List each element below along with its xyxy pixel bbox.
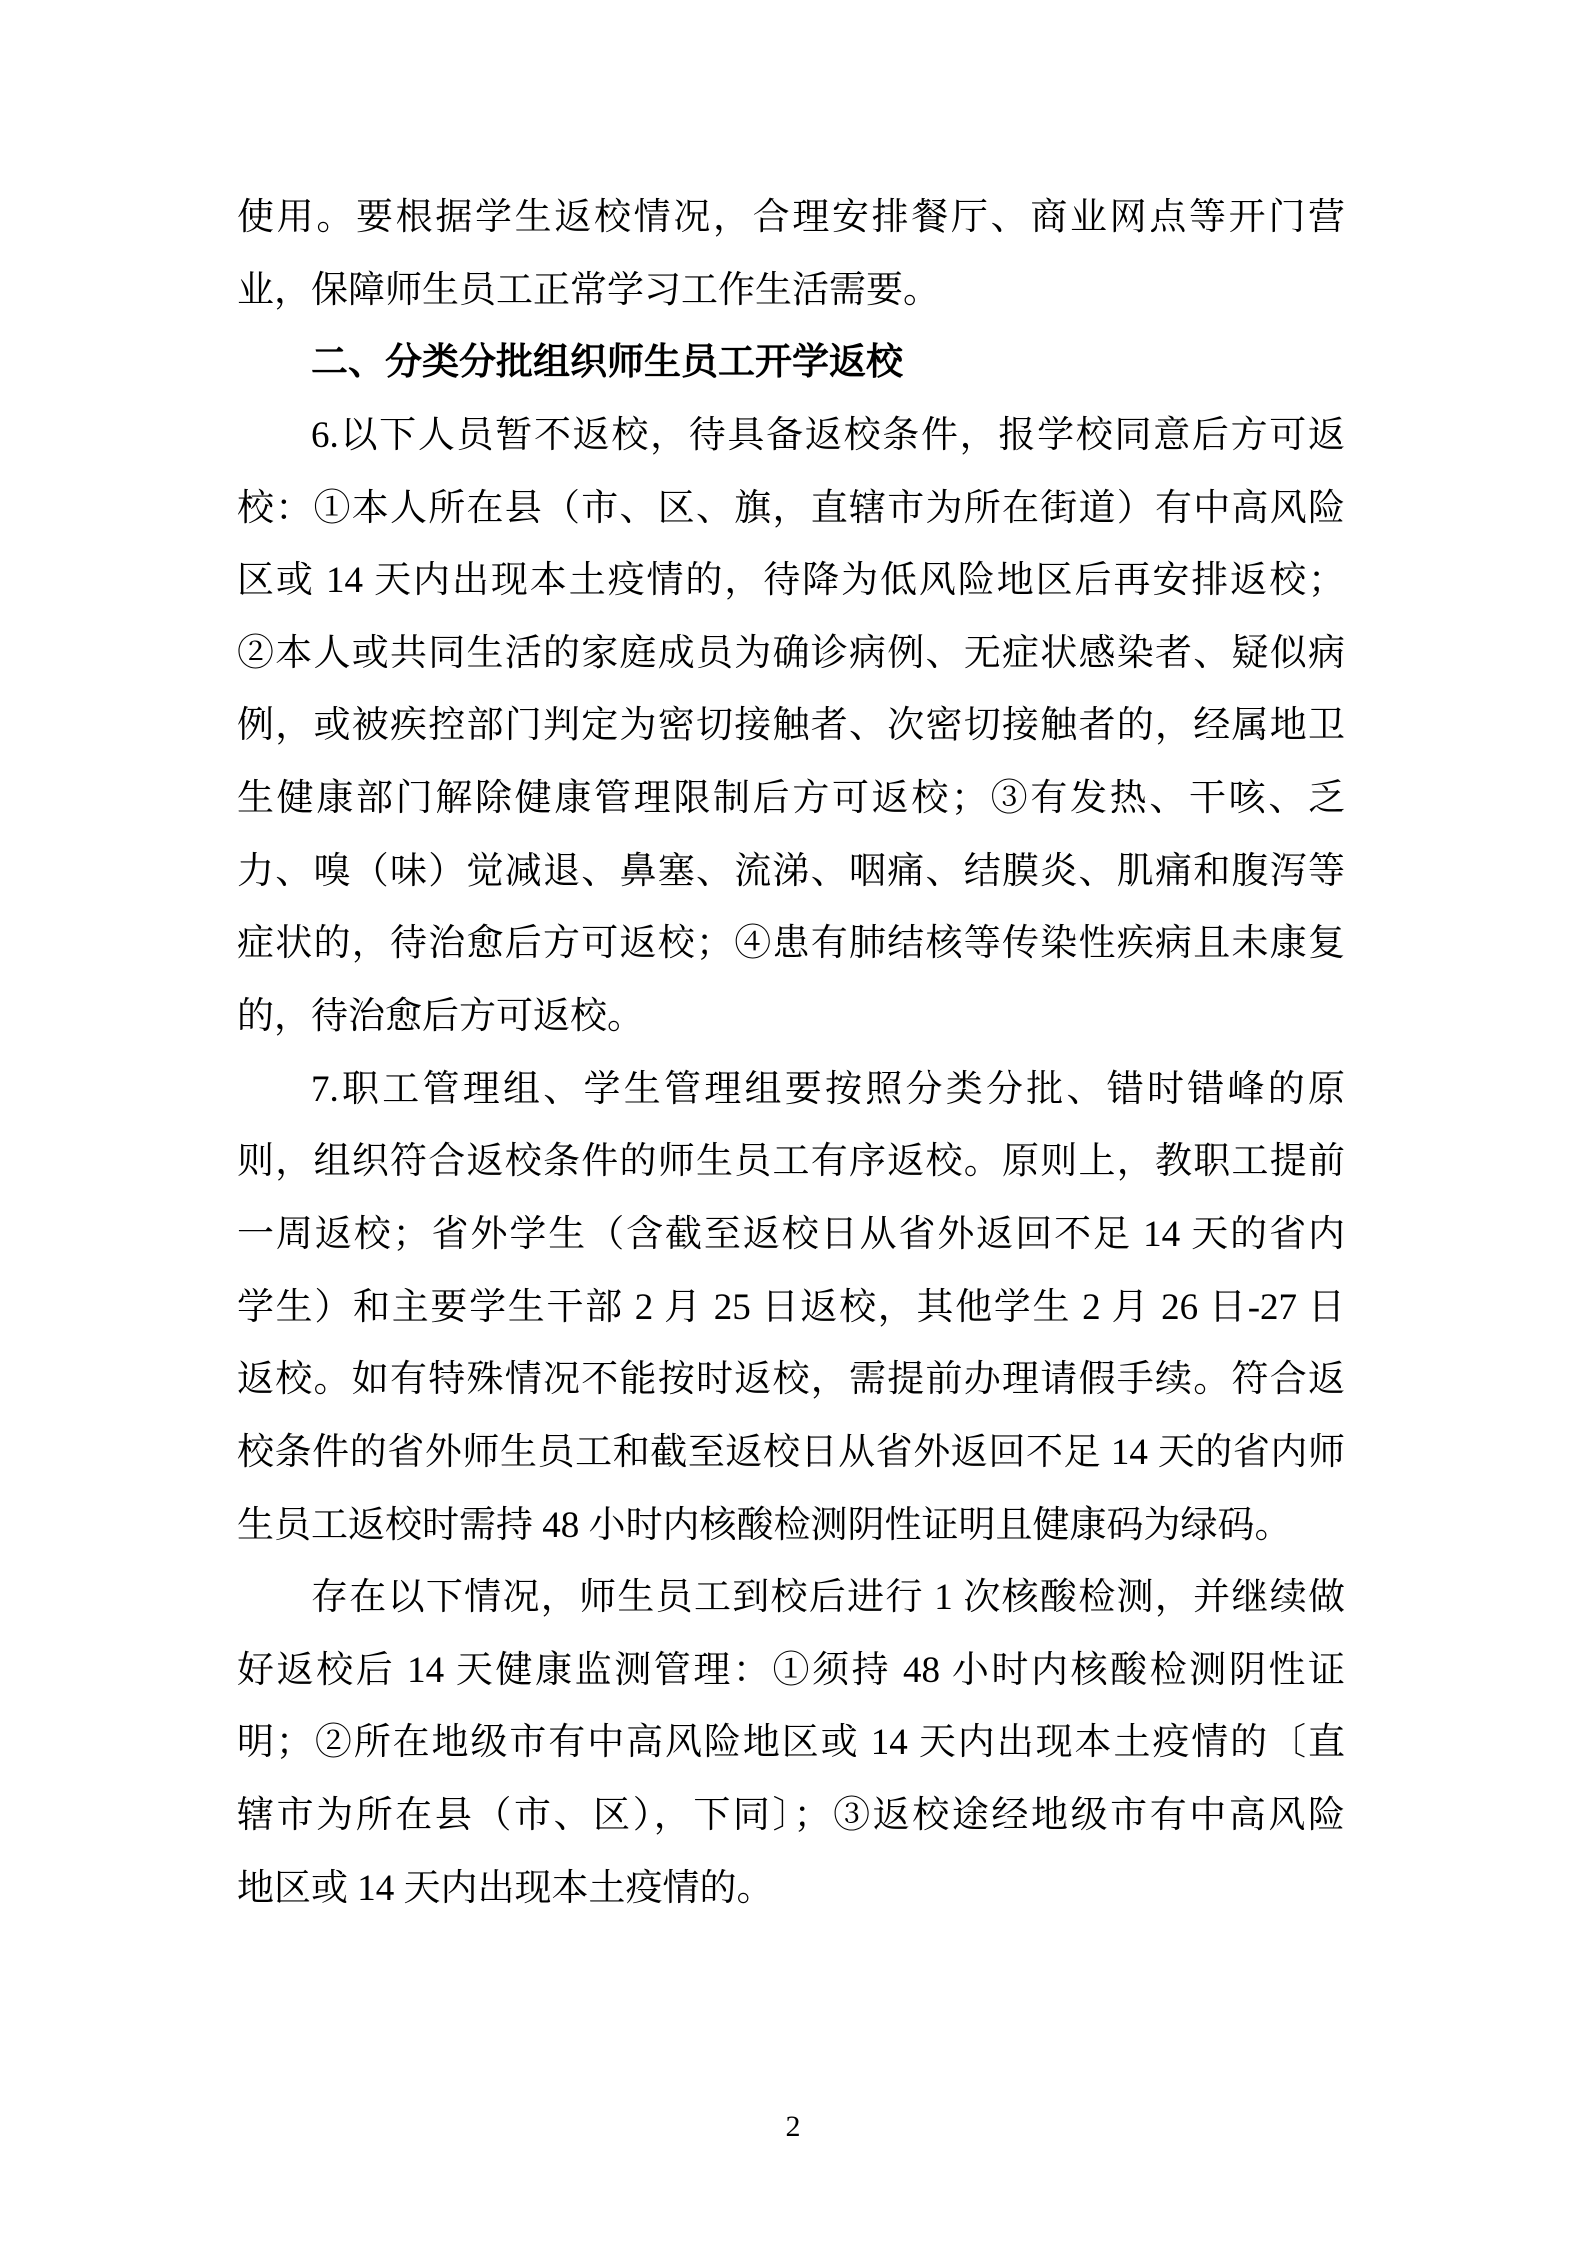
doc-line: 生健康部门解除健康管理限制后方可返校；③有发热、干咳、乏 <box>237 778 1345 820</box>
doc-line: 生员工返校时需持 48 小时内核酸检测阴性证明且健康码为绿码。 <box>237 1504 1292 1546</box>
section-heading: 二、分类分批组织师生员工开学返校 <box>311 342 903 384</box>
doc-line: 校：①本人所在县（市、区、旗，直辖市为所在街道）有中高风险 <box>237 487 1345 529</box>
doc-line: 明；②所在地级市有中高风险地区或 14 天内出现本土疫情的〔直 <box>237 1722 1345 1764</box>
doc-line: 症状的，待治愈后方可返校；④患有肺结核等传染性疾病且未康复 <box>237 923 1345 965</box>
text-block <box>237 182 1345 1925</box>
doc-line: 一周返校；省外学生（含截至返校日从省外返回不足 14 天的省内 <box>237 1213 1345 1255</box>
doc-line: 校条件的省外师生员工和截至返校日从省外返回不足 14 天的省内师 <box>237 1431 1345 1473</box>
doc-line: 存在以下情况，师生员工到校后进行 1 次核酸检测，并继续做 <box>311 1577 1345 1619</box>
doc-line: 的，待治愈后方可返校。 <box>237 996 644 1038</box>
doc-line: 区或 14 天内出现本土疫情的，待降为低风险地区后再安排返校； <box>237 560 1345 602</box>
doc-line: 学生）和主要学生干部 2 月 25 日返校，其他学生 2 月 26 日-27 日 <box>237 1286 1345 1328</box>
doc-line: 力、嗅（味）觉减退、鼻塞、流涕、咽痛、结膜炎、肌痛和腹泻等 <box>237 850 1345 892</box>
doc-line: 好返校后 14 天健康监测管理：①须持 48 小时内核酸检测阴性证 <box>237 1649 1345 1691</box>
doc-line: 7.职工管理组、学生管理组要按照分类分批、错时错峰的原 <box>311 1068 1345 1110</box>
doc-line: 辖市为所在县（市、区），下同〕；③返校途经地级市有中高风险 <box>237 1795 1345 1837</box>
doc-line: 返校。如有特殊情况不能按时返校，需提前办理请假手续。符合返 <box>237 1359 1345 1401</box>
doc-line: ②本人或共同生活的家庭成员为确诊病例、无症状感染者、疑似病 <box>237 632 1345 674</box>
doc-line: 业，保障师生员工正常学习工作生活需要。 <box>237 269 940 311</box>
page-number: 2 <box>785 2110 801 2143</box>
doc-line: 6.以下人员暂不返校，待具备返校条件，报学校同意后方可返 <box>311 414 1345 456</box>
doc-line: 使用。要根据学生返校情况，合理安排餐厅、商业网点等开门营 <box>237 197 1345 238</box>
doc-line: 则，组织符合返校条件的师生员工有序返校。原则上，教职工提前 <box>237 1141 1345 1183</box>
doc-line: 例，或被疾控部门判定为密切接触者、次密切接触者的，经属地卫 <box>237 705 1345 747</box>
doc-line: 地区或 14 天内出现本土疫情的。 <box>237 1867 774 1909</box>
